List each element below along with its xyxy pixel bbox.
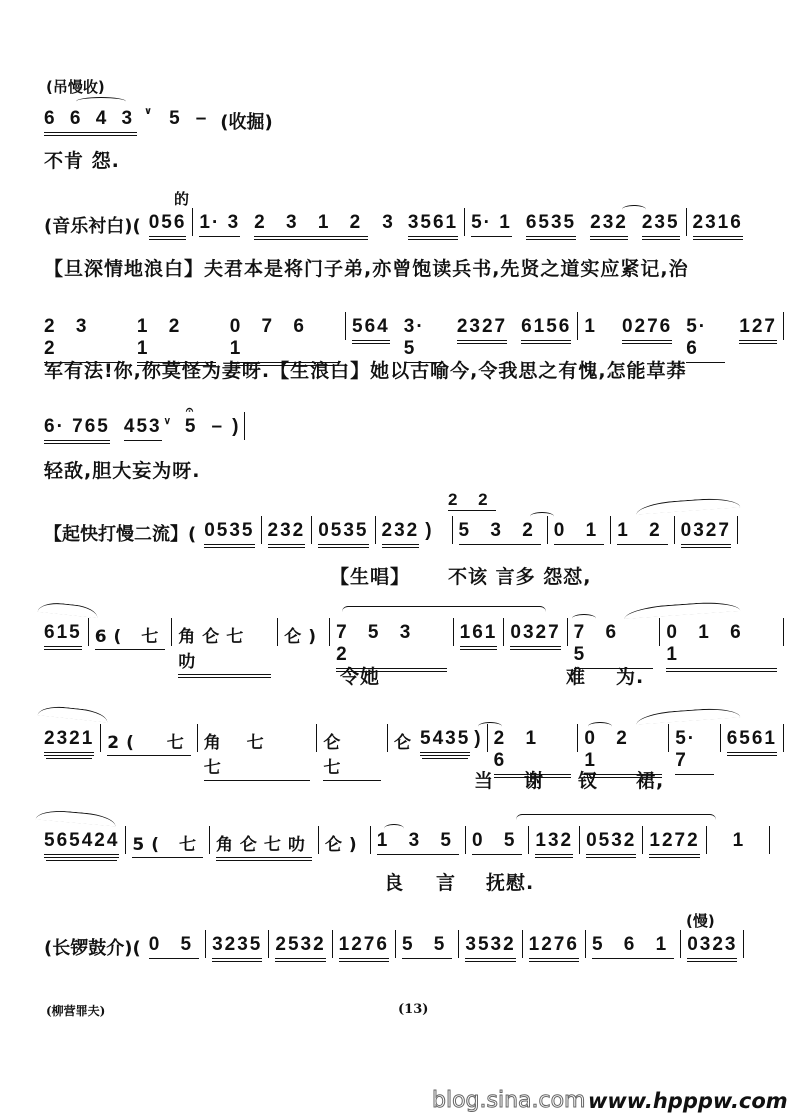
lyrics-line-2: 【旦深情地浪白】夫君本是将门子弟,亦曾饱读兵书,先贤之道实应紧记,治: [44, 258, 689, 280]
note: 3: [382, 212, 398, 233]
note-group: 0 5: [149, 934, 199, 959]
page-number: (13): [398, 1002, 429, 1017]
close-paren: ): [474, 728, 481, 749]
notation-line-3: [44, 316, 790, 359]
notation-line-4: [44, 402, 251, 446]
note-group: 615: [44, 622, 82, 650]
note-group: 127: [739, 316, 777, 344]
lyrics-word: 令她: [340, 666, 381, 688]
barline: [783, 618, 784, 646]
note-group: 6561: [727, 728, 777, 756]
barline: [769, 826, 770, 854]
close-paren: ): [232, 416, 239, 437]
barline: [720, 724, 721, 752]
note-group: 1· 3: [199, 212, 240, 237]
note-group: 5· 1: [471, 212, 512, 237]
note-group: 1276: [529, 934, 579, 962]
lyrics-line-4: 轻敌,胆大妄为呀.: [44, 460, 201, 482]
note-group: 2 3 1 2: [254, 212, 368, 240]
note-group: 7 5 3 2: [336, 622, 447, 672]
breath-mark: ∨: [144, 106, 153, 117]
footer-title: (柳营罪夫): [46, 1004, 106, 1018]
barline: [205, 930, 206, 958]
note-group: 1272: [649, 830, 699, 858]
barline: [783, 312, 784, 340]
lyrics-line-5: 不该 言多 怨怼,: [448, 566, 592, 588]
barline: [345, 312, 346, 340]
percussion-group: 角仑七叻: [216, 830, 312, 861]
note-group: 453: [124, 416, 162, 441]
note: 5: [184, 416, 196, 437]
annotation-above: 2 2: [448, 490, 496, 509]
barline: [743, 930, 744, 958]
note-group: 564: [352, 316, 390, 344]
barline: [395, 930, 396, 958]
barline: [197, 724, 198, 752]
barline: [659, 618, 660, 646]
slur-mark: [636, 706, 741, 724]
note-group: 5 6 1: [592, 934, 674, 959]
note-group: 5 5: [402, 934, 452, 959]
lyrics-role-label: 【生唱】: [330, 566, 411, 588]
watermark-site: www.hpppw.com: [588, 1089, 788, 1113]
barline: [783, 724, 784, 752]
barline: [680, 930, 681, 958]
barline: [668, 724, 669, 752]
barline: [503, 618, 504, 646]
barline: [88, 618, 89, 646]
note-group: 2321: [44, 728, 94, 756]
notation-line-1: [44, 108, 281, 138]
barline: [522, 930, 523, 958]
note-group: 2316: [693, 212, 743, 240]
barline: [610, 516, 611, 544]
section-label: (音乐衬白)(: [44, 216, 141, 237]
fermata-note: [184, 402, 196, 438]
note-group: 0 1 6 1: [666, 622, 777, 672]
barline: [387, 724, 388, 752]
notation-line-2: [44, 212, 743, 242]
percussion-group: 角仑七叻: [178, 622, 271, 678]
slur-mark: [38, 601, 99, 618]
lyrics-word: 言: [436, 872, 457, 894]
note-group: 2 3 2: [44, 316, 123, 363]
section-label: 【起快打慢二流】(: [44, 524, 197, 545]
lyrics-word: 为.: [616, 666, 645, 688]
note-group: 5· 6: [686, 316, 725, 363]
barline: [642, 826, 643, 854]
lyrics-word: 良: [384, 872, 405, 894]
note-group: 0 2 1: [584, 728, 662, 778]
barline: [453, 618, 454, 646]
note-group: 5435: [420, 728, 470, 756]
note-group: 132: [535, 830, 573, 858]
notation-line-7: [44, 728, 790, 778]
barline: [686, 208, 687, 236]
note-group: 2 1 6: [494, 728, 572, 778]
barline: [277, 618, 278, 646]
note: 1: [584, 316, 600, 337]
note-group: 7 6 5: [574, 622, 654, 669]
barline: [125, 826, 126, 854]
lyrics-word: 抚慰.: [486, 872, 535, 894]
barline: [579, 826, 580, 854]
note-group: 161: [460, 622, 498, 650]
note-group: 3· 5: [404, 316, 443, 363]
percussion-group: 仑): [324, 835, 364, 855]
barline: [171, 618, 172, 646]
note-group: 0 7 6 1: [230, 316, 339, 366]
lyrics-word: 难: [566, 666, 587, 688]
note-group: 0323: [687, 934, 737, 962]
notation-line-9: [44, 934, 750, 964]
note-group: 0327: [681, 520, 731, 548]
watermark-blog: blog.sina.com: [432, 1088, 586, 1113]
note-group: 3532: [465, 934, 515, 962]
barline: [329, 618, 330, 646]
dash: –: [211, 416, 223, 437]
note-group: 1 2 1: [137, 316, 216, 366]
barline: [375, 516, 376, 544]
lyrics-word: 裙,: [636, 770, 665, 792]
note-group: 0327: [510, 622, 560, 650]
slur-mark: [36, 809, 117, 827]
barline: [567, 618, 568, 646]
note-group: 2532: [275, 934, 325, 962]
barline: [311, 516, 312, 544]
percussion-group: 6( 七: [95, 622, 166, 650]
notation-line-8: [44, 830, 776, 860]
note-group: 235: [642, 212, 680, 240]
note-group: 5 3 2: [459, 520, 541, 545]
note-group: 3235: [212, 934, 262, 962]
note-group: 0535: [204, 520, 254, 548]
note-group: 2327: [457, 316, 507, 344]
note-group: 6156: [521, 316, 571, 344]
slur-mark: [342, 606, 546, 615]
barline: [268, 930, 269, 958]
lyrics-word: 谢: [524, 770, 545, 792]
barline: [577, 724, 578, 752]
note: 5: [169, 108, 180, 129]
barline: [706, 826, 707, 854]
barline: [209, 826, 210, 854]
lyrics-word: 钗: [578, 770, 599, 792]
note-group: 1 3 5: [377, 830, 459, 855]
barline: [452, 516, 453, 544]
note-group: 232: [268, 520, 306, 548]
note-group: 0532: [586, 830, 636, 858]
note-group: 6535: [526, 212, 576, 240]
barline: [370, 826, 371, 854]
percussion-group: 角 七 七: [204, 728, 311, 781]
tempo-annotation: (吊慢收): [46, 78, 105, 96]
note-group: 232: [382, 520, 420, 548]
notation-line-6: [44, 622, 790, 672]
barline: [244, 412, 245, 440]
note-group: 056: [149, 212, 187, 240]
tempo-annotation: (慢): [686, 912, 715, 930]
note-group: 0276: [622, 316, 672, 344]
slur-mark: [76, 97, 126, 106]
slur-mark: [624, 600, 740, 619]
note-group: 6 6 4 3: [44, 108, 137, 136]
note: 1: [732, 830, 744, 851]
barline: [332, 930, 333, 958]
barline: [261, 516, 262, 544]
breath-mark: ∨: [163, 416, 171, 427]
barline: [528, 826, 529, 854]
percussion-group: 仑 七: [323, 728, 381, 781]
barline: [737, 516, 738, 544]
note-group: 5· 7: [675, 728, 714, 775]
barline: [585, 930, 586, 958]
barline: [674, 516, 675, 544]
barline: [487, 724, 488, 752]
note-group: 1 2: [617, 520, 667, 545]
close-paren: ): [425, 520, 432, 541]
barline: [547, 516, 548, 544]
barline: [100, 724, 101, 752]
note-group: 6· 765: [44, 416, 110, 444]
slur-mark: [516, 814, 716, 823]
note-group: 0535: [318, 520, 368, 548]
fermata-icon: 𝄐: [185, 402, 194, 417]
notation-line-5: [44, 520, 744, 550]
lyrics-line-3: 军有法!你,你莫怪为妻呀.【生浪白】她以古喻今,令我思之有愧,怎能草莽: [44, 360, 687, 382]
percussion-group: 仑: [394, 733, 419, 753]
percussion-group: 5( 七: [132, 830, 203, 858]
barline: [316, 724, 317, 752]
barline: [192, 208, 193, 236]
note-group: 0 1: [554, 520, 604, 545]
annotation-above: 的: [174, 190, 190, 208]
note-group: 0 5: [472, 830, 522, 855]
instruction-text: (收掘): [220, 112, 273, 133]
note-group: 3561: [408, 212, 458, 240]
barline: [464, 208, 465, 236]
percussion-group: 仑): [284, 627, 324, 647]
barline: [577, 312, 578, 340]
slur-mark: [636, 496, 741, 514]
lyrics-line-1: 不肯 怨.: [44, 150, 120, 172]
slur-mark: [38, 704, 109, 722]
lyrics-word: 当: [474, 770, 495, 792]
note-group: 565424: [44, 830, 119, 858]
note-group: 1276: [339, 934, 389, 962]
barline: [458, 930, 459, 958]
note-group: 232: [590, 212, 628, 240]
section-label: (长锣鼓介)(: [44, 938, 141, 959]
dash: –: [195, 108, 207, 129]
barline: [465, 826, 466, 854]
percussion-group: 2( 七: [107, 728, 190, 756]
barline: [318, 826, 319, 854]
